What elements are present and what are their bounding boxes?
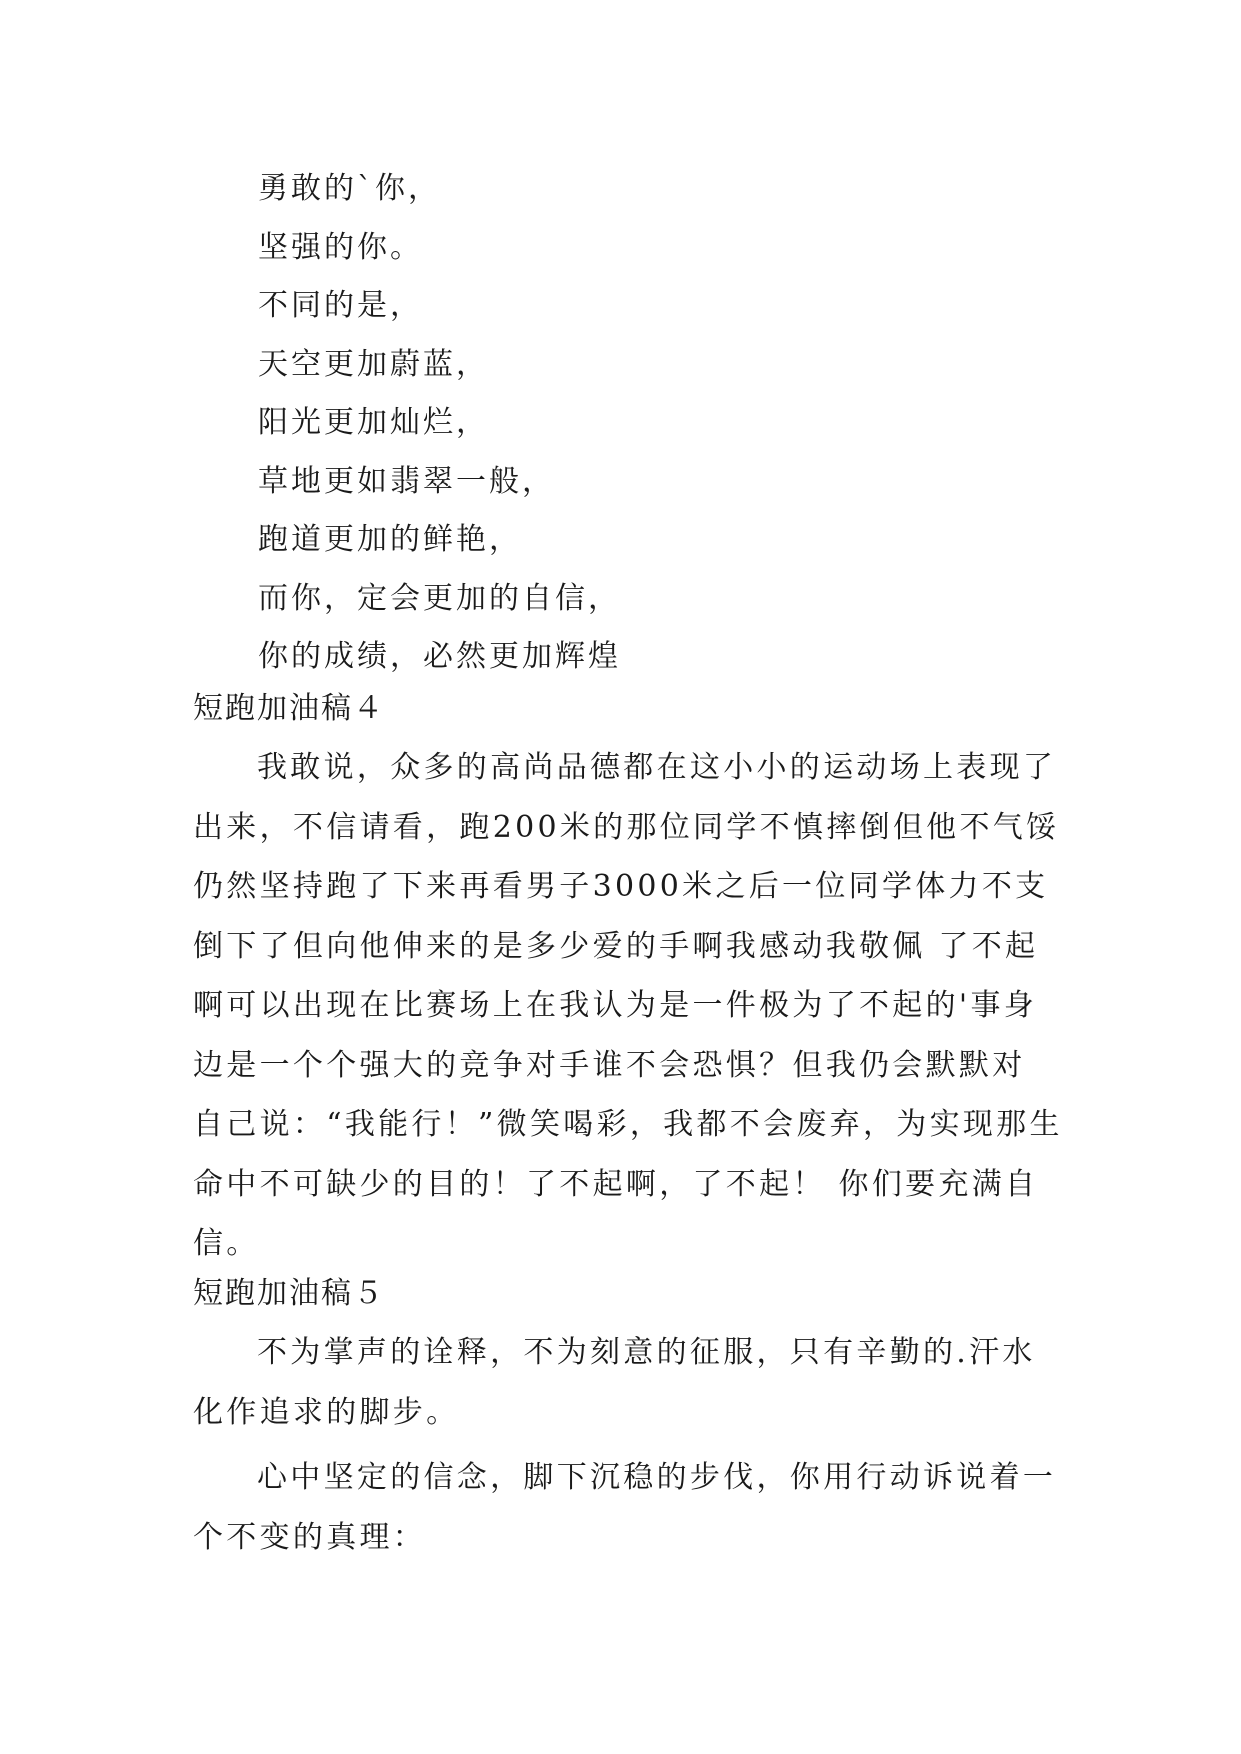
poem-line: 坚强的你。 — [258, 229, 423, 265]
section-4 — [193, 680, 1063, 1274]
paragraph-line: 心中坚定的信念，脚下沉稳的步伐，你用行动诉说着一 — [257, 1460, 1057, 1495]
poem-line: 而你，定会更加的自信， — [258, 580, 621, 616]
paragraph-line: 自己说：“我能行！”微笑喝彩，我都不会废弃，为实现那生 — [193, 1107, 1063, 1142]
paragraph-line: 不为掌声的诠释，不为刻意的征服，只有辛勤的.汗水 — [257, 1335, 1036, 1370]
paragraph-line: 命中不可缺少的目的！了不起啊，了不起！ 你们要充满自 — [193, 1166, 1039, 1202]
poem-line: 你的成绩，必然更加辉煌 — [258, 639, 621, 674]
paragraph-line: 仍然坚持跑了下来再看男子3000米之后一位同学体力不支 — [193, 869, 1049, 904]
paragraph — [193, 1448, 1057, 1567]
paragraph-line: 边是一个个强大的竞争对手谁不会恐惧？但我仍会默默对 — [193, 1047, 1026, 1083]
paragraph-line: 倒下了但向他伸来的是多少爱的手啊我感动我敬佩 了不起 — [193, 928, 1039, 964]
paragraph — [193, 1323, 1048, 1442]
section-5 — [193, 1265, 1057, 1567]
section-heading: 短跑加油稿５ — [193, 1276, 385, 1311]
paragraph-line: 出来，不信请看，跑200米的那位同学不慎摔倒但他不气馁 — [193, 809, 1060, 845]
paragraph-line: 个不变的真理： — [193, 1519, 427, 1555]
poem-line: 阳光更加灿烂， — [258, 405, 489, 440]
poem-line: 不同的是， — [258, 288, 423, 323]
paragraph-line: 信。 — [193, 1226, 260, 1261]
poem-line: 勇敢的`你， — [258, 171, 441, 206]
poem-line: 草地更如翡翠一般， — [258, 463, 555, 499]
poem-block — [258, 160, 1058, 687]
poem-line: 天空更加蔚蓝， — [258, 346, 489, 382]
paragraph-line: 化作追求的脚步。 — [193, 1394, 460, 1430]
paragraph — [193, 738, 1063, 1274]
paragraph-line: 我敢说，众多的高尚品德都在这小小的运动场上表现了 — [257, 750, 1057, 785]
paragraph-line: 啊可以出现在比赛场上在我认为是一件极为了不起的'事身 — [193, 988, 1038, 1023]
section-heading: 短跑加油稿４ — [193, 691, 385, 726]
poem-line: 跑道更加的鲜艳， — [258, 522, 522, 557]
